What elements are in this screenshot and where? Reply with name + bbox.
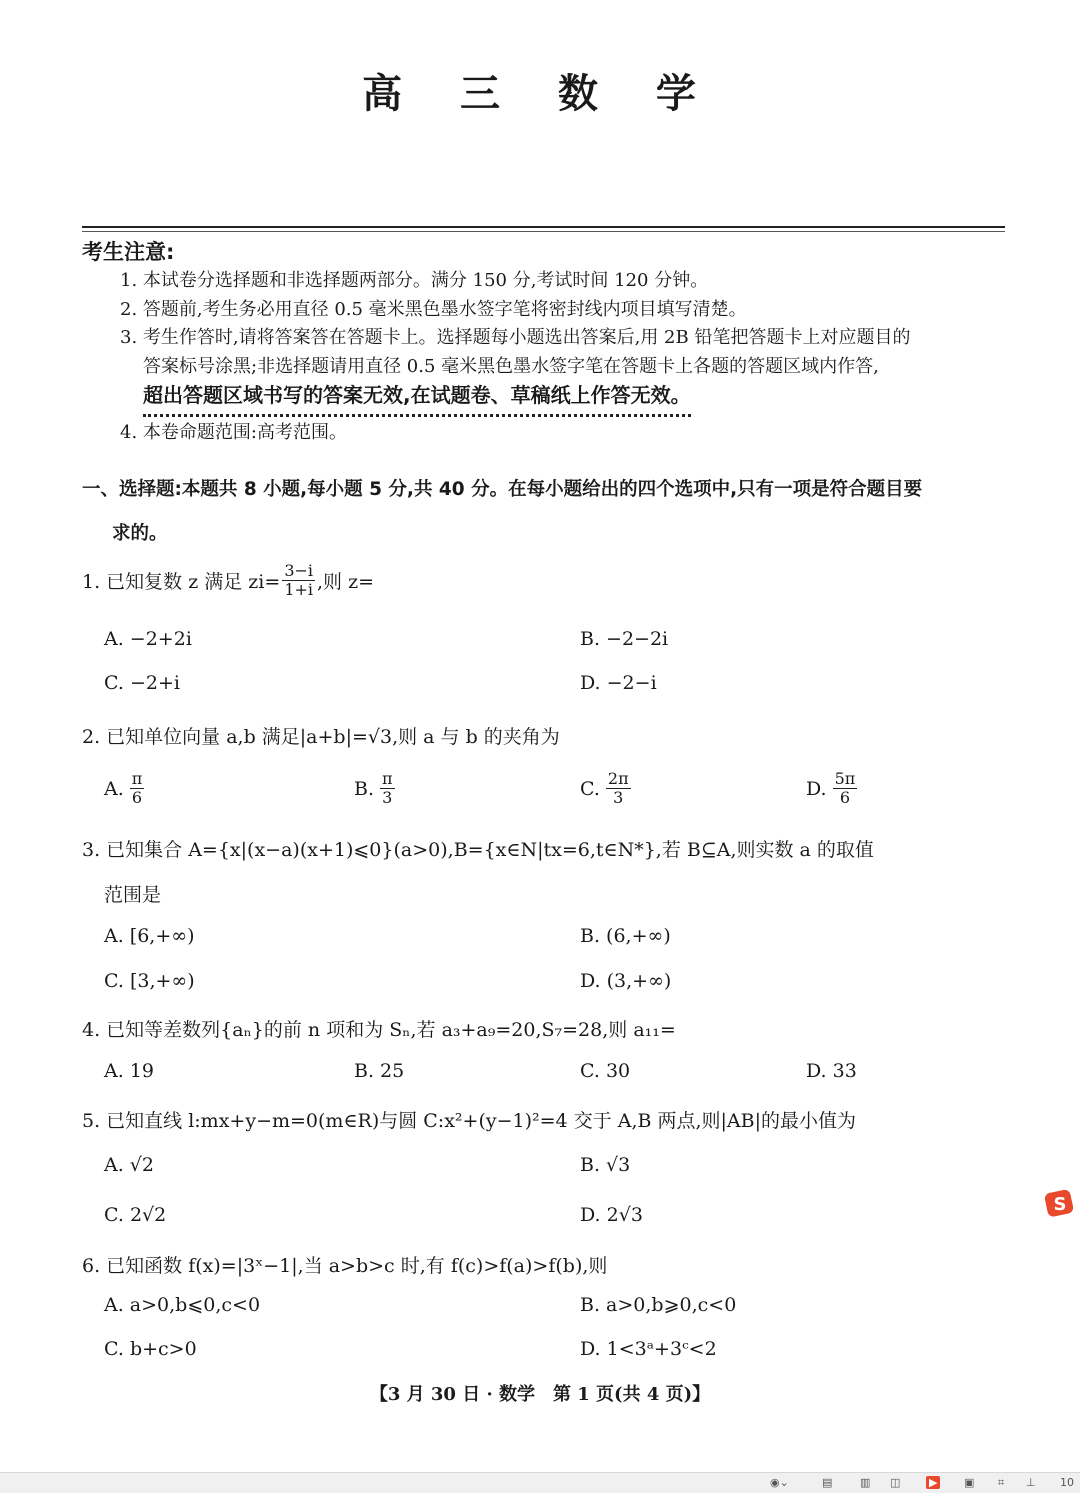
fraction-denominator: 1+i xyxy=(284,580,314,599)
question-4-stem: 4. 已知等差数列{aₙ}的前 n 项和为 Sₙ,若 a₃+a₉=20,S₇=28,则 a₁₁= xyxy=(82,1019,676,1041)
q5-option-a: A. √2 xyxy=(104,1154,154,1176)
q4-option-b: B. 25 xyxy=(354,1060,405,1082)
notice-item-2: 2. 答题前,考生务必用直径 0.5 毫米黑色墨水签字笔将密封线内项目填写清楚。 xyxy=(120,299,747,320)
q6-option-a: A. a>0,b⩽0,c<0 xyxy=(104,1294,261,1316)
eye-icon[interactable]: ◉⌄ xyxy=(770,1476,789,1489)
q6-option-d: D. 1<3ᵃ+3ᶜ<2 xyxy=(580,1338,717,1360)
fraction-denominator: 6 xyxy=(131,788,143,807)
page-title: 高 三 数 学 xyxy=(362,70,718,117)
q2-option-c-label: C. xyxy=(580,777,600,800)
question-6-stem: 6. 已知函数 f(x)=|3ˣ−1|,当 a>b>c 时,有 f(c)>f(a)>f(b),则 xyxy=(82,1255,608,1277)
fit-width-icon[interactable]: ⌗ xyxy=(998,1476,1005,1489)
q2-option-a xyxy=(104,770,144,807)
notice-heading: 考生注意: xyxy=(82,240,175,264)
q1-option-b: B. −2−2i xyxy=(580,628,669,650)
title-rule xyxy=(82,226,1005,228)
q2-option-a-label: A. xyxy=(104,777,124,800)
section-heading-cont: 求的。 xyxy=(112,523,168,544)
q6-option-c: C. b+c>0 xyxy=(104,1338,197,1360)
fraction-numerator: π xyxy=(131,769,143,788)
q2-option-d xyxy=(806,770,857,807)
fraction-denominator: 6 xyxy=(839,788,851,807)
fraction-denominator: 3 xyxy=(613,788,624,807)
q6-option-b: B. a>0,b⩾0,c<0 xyxy=(580,1294,737,1316)
notice-item-3-cont: 答案标号涂黑;非选择题请用直径 0.5 毫米黑色墨水签字笔在答题卡上各题的答题区域内作答, xyxy=(143,356,879,377)
fraction-numerator: 3−i xyxy=(284,561,314,580)
stamp-icon[interactable]: ⊥ xyxy=(1026,1476,1036,1489)
q1-option-c: C. −2+i xyxy=(104,672,180,694)
q3-option-a: A. [6,+∞) xyxy=(104,925,195,947)
notice-item-4: 4. 本卷命题范围:高考范围。 xyxy=(120,422,347,443)
question-1-fraction xyxy=(282,562,315,599)
notice-item-1: 1. 本试卷分选择题和非选择题两部分。满分 150 分,考试时间 120 分钟。 xyxy=(120,270,709,291)
play-icon[interactable]: ▶ xyxy=(926,1476,940,1489)
viewer-status-bar xyxy=(0,1472,1080,1493)
section-heading: 一、选择题:本题共 8 小题,每小题 5 分,共 40 分。在每小题给出的四个选项中,只有一项是符合题目要 xyxy=(82,479,923,500)
q4-option-d: D. 33 xyxy=(806,1060,857,1082)
q1-option-d: D. −2−i xyxy=(580,672,657,694)
question-1 xyxy=(82,562,374,599)
q2-option-d-fraction xyxy=(833,770,858,807)
question-1-stem: 1. 已知复数 z 满足 zi= xyxy=(82,571,281,593)
question-3-stem-cont: 范围是 xyxy=(104,884,162,906)
q5-option-c: C. 2√2 xyxy=(104,1204,167,1226)
zoom-level[interactable]: 10 xyxy=(1060,1476,1074,1489)
q2-option-c-fraction xyxy=(606,770,631,807)
question-5-stem: 5. 已知直线 l:mx+y−m=0(m∈R)与圆 C:x²+(y−1)²=4 交于 A,B 两点,则|AB|的最小值为 xyxy=(82,1110,857,1132)
q3-option-b: B. (6,+∞) xyxy=(580,925,671,947)
q3-option-c: C. [3,+∞) xyxy=(104,970,195,992)
question-1-stem-end: ,则 z= xyxy=(317,571,375,593)
fraction-numerator: 2π xyxy=(607,769,629,788)
page-footer: 【3 月 30 日 · 数学 第 1 页(共 4 页)】 xyxy=(369,1384,711,1405)
q4-option-a: A. 19 xyxy=(104,1060,154,1082)
s-logo-icon[interactable] xyxy=(1044,1187,1076,1219)
title-rule-thin xyxy=(82,231,1005,232)
q5-option-d: D. 2√3 xyxy=(580,1204,643,1226)
fit-page-icon[interactable]: ▣ xyxy=(964,1476,975,1489)
q3-option-d: D. (3,+∞) xyxy=(580,970,672,992)
fraction-numerator: 5π xyxy=(834,769,856,788)
single-page-icon[interactable]: ▤ xyxy=(822,1476,833,1489)
question-3-stem: 3. 已知集合 A={x|(x−a)(x+1)⩽0}(a>0),B={x∈N|tx=6,t∈N*},若 B⊆A,则实数 a 的取值 xyxy=(82,839,874,861)
svg-text:S: S xyxy=(1053,1194,1067,1215)
q2-option-b-label: B. xyxy=(354,777,375,800)
question-2-stem: 2. 已知单位向量 a,b 满足|a+b|=√3,则 a 与 b 的夹角为 xyxy=(82,726,560,748)
q2-option-b-fraction xyxy=(380,770,395,807)
two-page-icon[interactable]: ◫ xyxy=(890,1476,901,1489)
fraction-numerator: π xyxy=(382,769,393,788)
q2-option-a-fraction xyxy=(130,770,145,807)
page-view-icon[interactable]: ▥ xyxy=(860,1476,871,1489)
q2-option-d-label: D. xyxy=(806,777,827,800)
notice-item-3: 3. 考生作答时,请将答案答在答题卡上。选择题每小题选出答案后,用 2B 铅笔把答题卡上对应题目的 xyxy=(120,327,911,348)
fraction-denominator: 3 xyxy=(382,788,393,807)
q2-option-c xyxy=(580,770,631,807)
q1-option-a: A. −2+2i xyxy=(104,628,192,650)
q2-option-b xyxy=(354,770,395,807)
q4-option-c: C. 30 xyxy=(580,1060,631,1082)
q5-option-b: B. √3 xyxy=(580,1154,631,1176)
notice-item-3-emphasis: 超出答题区域书写的答案无效,在试题卷、草稿纸上作答无效。 xyxy=(143,379,691,417)
